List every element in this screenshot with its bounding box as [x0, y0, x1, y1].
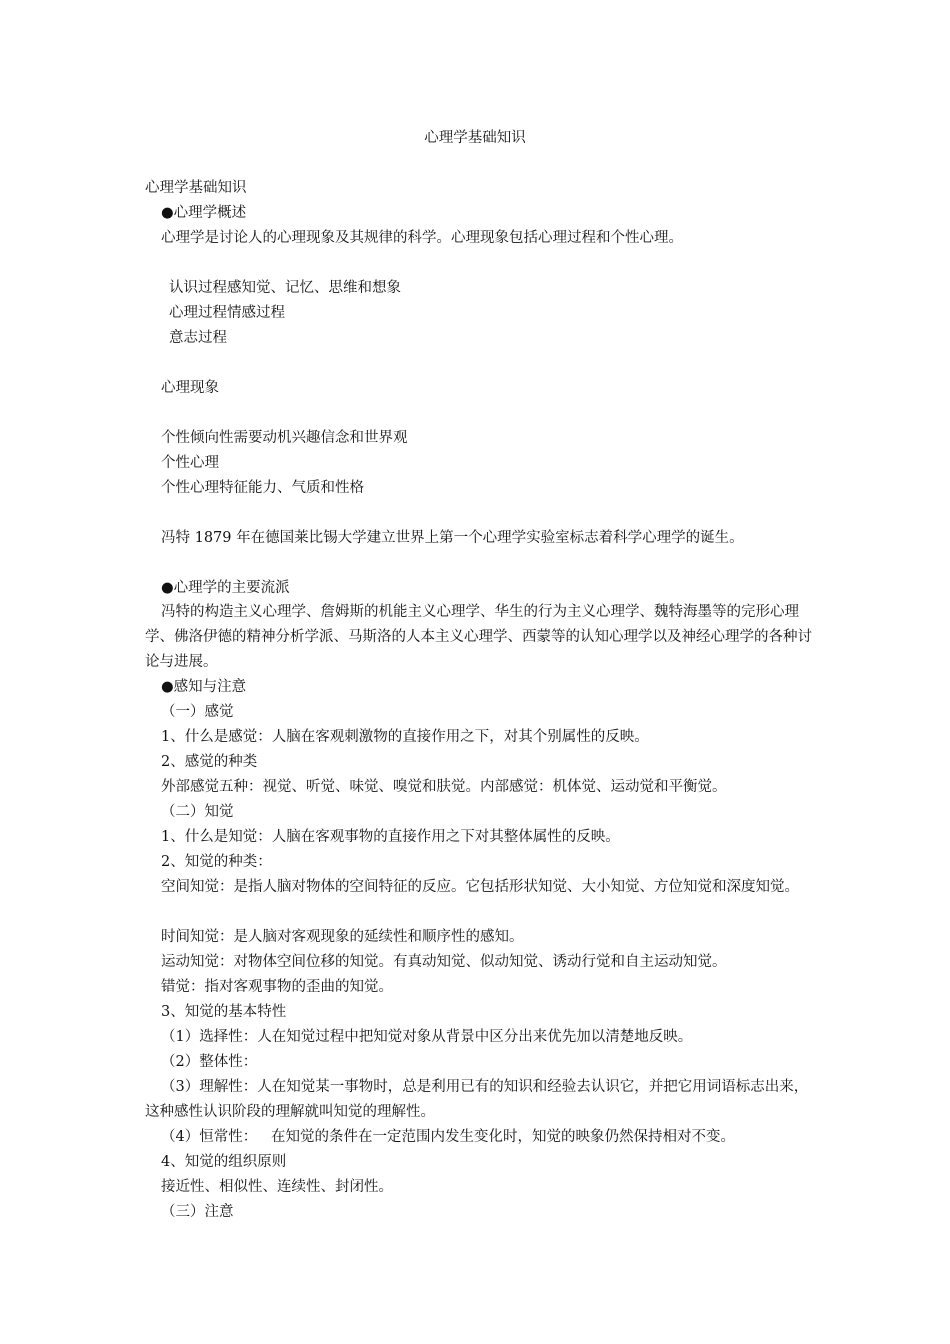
item-sensation-definition: 1、什么是感觉：人脑在客观刺激物的直接作用之下，对其个别属性的反映。 — [161, 729, 649, 745]
item-time-perception: 时间知觉：是人脑对客观现象的延续性和顺序性的感知。 — [161, 929, 524, 945]
section-heading-schools: ●心理学的主要流派 — [161, 580, 290, 596]
diagram-line-process: 心理过程情感过程 — [169, 305, 285, 321]
paragraph-schools: 冯特的构造主义心理学、詹姆斯的机能主义心理学、华生的行为主义心理学、魏特海墨等的完形心理学、佛洛伊德的精神分析学派、马斯洛的人本主义心理学、西蒙等的认知心理学以及神经心理学的各种讨论与进展。 — [145, 604, 812, 670]
item-constancy: （4）恒常性： 在知觉的条件在一定范围内发生变化时，知觉的映象仍然保持相对不变。 — [161, 1129, 736, 1145]
item-principles-list: 接近性、相似性、连续性、封闭性。 — [161, 1179, 393, 1195]
item-perception-definition: 1、什么是知觉：人脑在客观事物的直接作用之下对其整体属性的反映。 — [161, 829, 620, 845]
diagram-line-traits: 个性心理特征能力、气质和性格 — [161, 480, 364, 496]
diagram-line-personality: 个性心理 — [161, 455, 219, 471]
section-heading-overview: ●心理学概述 — [161, 205, 247, 221]
subheading-sensation: （一）感觉 — [161, 704, 234, 720]
diagram-line-will: 意志过程 — [169, 330, 227, 346]
item-space-perception: 空间知觉：是指人脑对物体的空间特征的反应。它包括形状知觉、大小知觉、方位知觉和深度知觉。 — [161, 879, 799, 895]
item-understanding: （3）理解性：人在知觉某一事物时，总是利用已有的知识和经验去认识它，并把它用词语标志出来，这种感性认识阶段的理解就叫知觉的理解性。 — [145, 1079, 809, 1120]
item-sensation-types: 2、感觉的种类 — [161, 754, 258, 770]
item-perception-properties: 3、知觉的基本特性 — [161, 1004, 287, 1020]
item-wholeness: （2）整体性： — [161, 1054, 258, 1070]
item-organization-principles: 4、知觉的组织原则 — [161, 1154, 287, 1170]
paragraph-definition: 心理学是讨论人的心理现象及其规律的科学。心理现象包括心理过程和个性心理。 — [161, 230, 683, 246]
subheading-perception: （二）知觉 — [161, 804, 234, 820]
item-selectivity: （1）选择性：人在知觉过程中把知觉对象从背景中区分出来优先加以清楚地反映。 — [161, 1029, 693, 1045]
diagram-line-cognition: 认识过程感知觉、记忆、思维和想象 — [169, 280, 401, 296]
item-motion-perception: 运动知觉：对物体空间位移的知觉。有真动知觉、似动知觉、诱动行觉和自主运动知觉。 — [161, 954, 727, 970]
heading-main: 心理学基础知识 — [145, 180, 247, 196]
diagram-line-tendency: 个性倾向性需要动机兴趣信念和世界观 — [161, 430, 408, 446]
item-perception-types: 2、知觉的种类： — [161, 854, 272, 870]
subheading-attention: （三）注意 — [161, 1204, 234, 1220]
item-sensation-detail: 外部感觉五种：视觉、听觉、味觉、嗅觉和肤觉。内部感觉：机体觉、运动觉和平衡觉。 — [161, 779, 727, 795]
diagram-line-phenomena: 心理现象 — [161, 380, 219, 396]
section-heading-perception: ●感知与注意 — [161, 679, 247, 695]
paragraph-wundt: 冯特 1879 年在德国莱比锡大学建立世界上第一个心理学实验室标志着科学心理学的诞生。 — [161, 530, 744, 546]
page-title: 心理学基础知识 — [424, 130, 526, 146]
item-illusion: 错觉：指对客观事物的歪曲的知觉。 — [161, 979, 393, 995]
